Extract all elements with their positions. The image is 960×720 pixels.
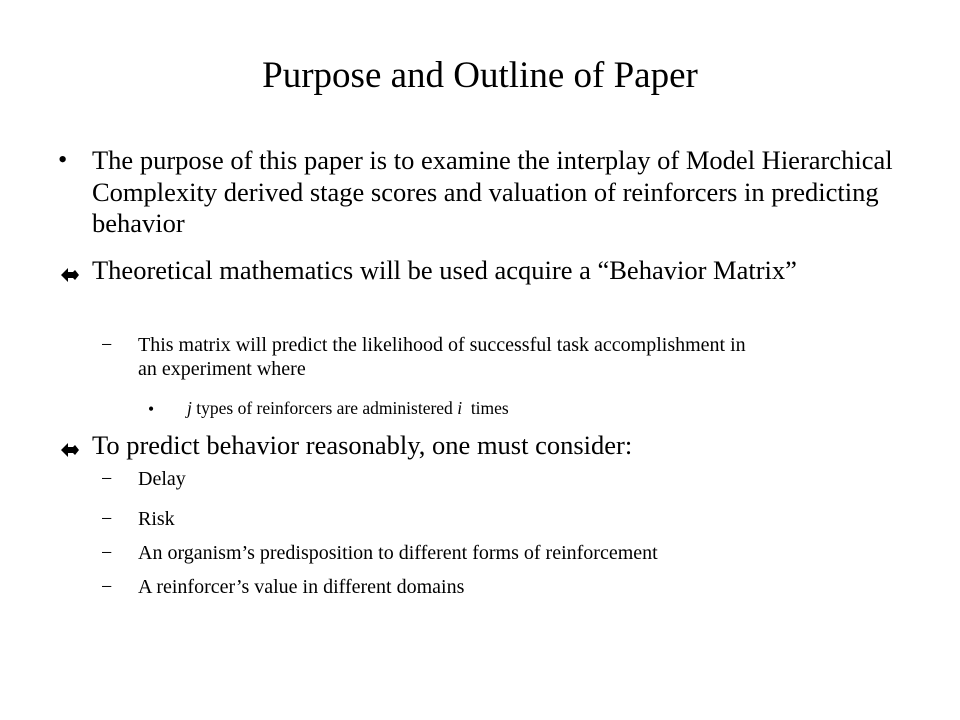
list-item-text: A reinforcer’s value in different domains — [138, 576, 465, 598]
text-segment: types of reinforcers are administered — [191, 398, 458, 418]
text-segment: times — [462, 398, 509, 418]
bullet-marker: • — [58, 144, 68, 174]
variable-i: i — [457, 398, 463, 418]
dash-marker: − — [101, 468, 113, 490]
variable-j: j — [187, 398, 192, 418]
list-item-text: The purpose of this paper is to examine the interplay of Model Hierarchical Complexity derived stage scores and valuation of reinforcers in predicting behavior — [92, 145, 893, 238]
dash-marker: − — [101, 542, 113, 564]
list-item-text: To predict behavior reasonably, one must consider: — [92, 430, 633, 460]
dash-marker: − — [101, 334, 113, 356]
list-item-text: An organism’s predisposition to different forms of reinforcement — [138, 542, 658, 564]
list-item-text: Theoretical mathematics will be used acquire a “Behavior Matrix” — [92, 255, 797, 285]
dash-marker: − — [101, 508, 113, 530]
slide-title: Purpose and Outline of Paper — [262, 55, 698, 96]
list-item-text: Delay — [138, 468, 186, 490]
diamond-arrow-icon — [60, 436, 80, 468]
bullet-marker: • — [148, 399, 155, 419]
list-item-text — [187, 397, 787, 419]
list-item-text: This matrix will predict the likelihood of successful task accomplishment in an experiment where — [138, 334, 746, 380]
diamond-arrow-icon — [60, 261, 80, 293]
dash-marker: − — [101, 576, 113, 598]
list-item-text: Risk — [138, 508, 175, 530]
